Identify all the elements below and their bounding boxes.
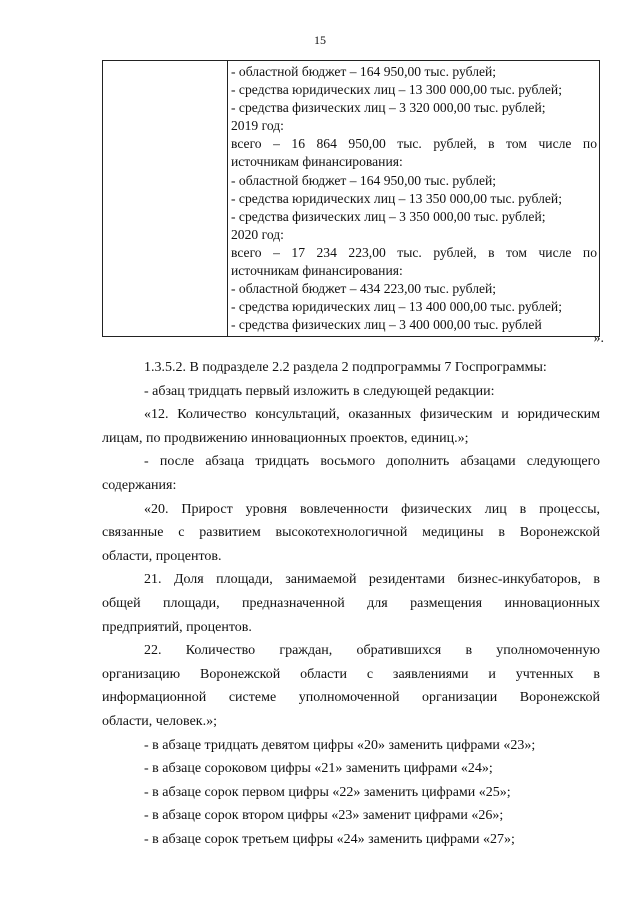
table-line: - областной бюджет – 434 223,00 тыс. рублей; [231, 281, 497, 297]
table-line: - областной бюджет – 164 950,00 тыс. рублей; [231, 64, 497, 79]
table-line: - средства физических лиц – 3 320 000,00 тыс. рублей; [231, 100, 546, 116]
table-label-cell [103, 61, 228, 337]
body-line: области, человек.»; [102, 713, 217, 729]
table-financing-cell [228, 61, 600, 337]
body-line: организацию Воронежской области с заявлениями и учтенных в [102, 666, 600, 682]
table-line: всего – 16 864 950,00 тыс. рублей, в том числе по [231, 136, 597, 152]
document-body [102, 356, 600, 851]
page-number: 15 [314, 33, 326, 47]
body-line: содержания: [102, 477, 177, 493]
body-line: - в абзаце тридцать девятом цифры «20» заменить цифрами «23»; [144, 737, 536, 753]
body-line: - после абзаца тридцать восьмого дополнить абзацами следующего [144, 454, 600, 470]
table-line: - средства физических лиц – 3 350 000,00 тыс. рублей; [231, 208, 546, 224]
body-line: информационной системе уполномоченной организации Воронежской [102, 690, 600, 706]
body-line: - абзац тридцать первый изложить в следующей редакции: [144, 383, 495, 399]
table-line: - средства юридических лиц – 13 300 000,00 тыс. рублей; [231, 82, 562, 98]
table-line: всего – 17 234 223,00 тыс. рублей, в том числе по [231, 244, 597, 260]
body-line: лицам, по продвижению инновационных проектов, единиц.»; [102, 430, 469, 446]
closing-quote: ». [593, 331, 604, 346]
body-line: предприятий, процентов. [102, 619, 252, 635]
financing-table [102, 60, 600, 337]
body-line: - в абзаце сорок втором цифры «23» заменит цифрами «26»; [144, 808, 504, 824]
body-line: связанные с развитием высокотехнологичной медицины в Воронежской [102, 525, 600, 541]
table-line: источникам финансирования: [231, 263, 403, 279]
table-line: 2019 год: [231, 118, 284, 134]
body-line: общей площади, предназначенной для размещения инновационных [102, 595, 600, 611]
table-line: - средства юридических лиц – 13 350 000,00 тыс. рублей; [231, 190, 562, 206]
body-line: - в абзаце сороковом цифры «21» заменить цифрами «24»; [144, 761, 493, 777]
body-line: области, процентов. [102, 548, 222, 564]
body-line: - в абзаце сорок первом цифры «22» заменить цифрами «25»; [144, 784, 511, 800]
table-line: 2020 год: [231, 226, 284, 242]
body-line: «12. Количество консультаций, оказанных физическим и юридическим [144, 407, 600, 423]
table-line: - средства юридических лиц – 13 400 000,00 тыс. рублей; [231, 299, 562, 315]
body-line: 22. Количество граждан, обратившихся в уполномоченную [144, 643, 600, 659]
body-line: 21. Доля площади, занимаемой резидентами бизнес-инкубаторов, в [144, 572, 600, 588]
table-line: - областной бюджет – 164 950,00 тыс. рублей; [231, 172, 497, 188]
table-line: источникам финансирования: [231, 154, 403, 170]
body-line: «20. Прирост уровня вовлеченности физических лиц в процессы, [144, 501, 600, 517]
table-line: - средства физических лиц – 3 400 000,00 тыс. рублей [231, 317, 542, 333]
body-line: 1.3.5.2. В подразделе 2.2 раздела 2 подпрограммы 7 Госпрограммы: [144, 360, 547, 375]
table-row [103, 61, 600, 337]
body-line: - в абзаце сорок третьем цифры «24» заменить цифрами «27»; [144, 831, 515, 847]
